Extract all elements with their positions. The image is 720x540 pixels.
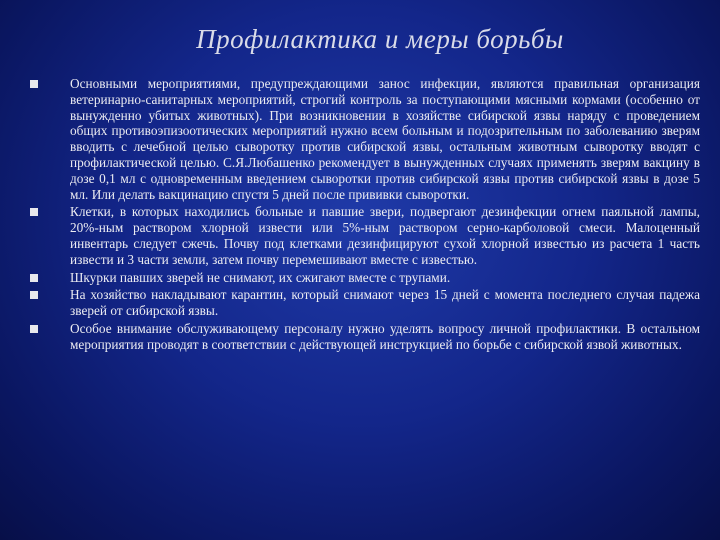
square-bullet-icon — [30, 274, 38, 282]
square-bullet-icon — [30, 325, 38, 333]
square-bullet-icon — [30, 291, 38, 299]
bullet-item-disinfection — [28, 204, 700, 267]
bullet-text: Особое внимание обслуживающему персоналу нужно уделять вопросу личной профилактики. В остальном мероприятия проводят в соответствии с действующей инструкцией по борьбе с сибирской язвой животных. — [70, 320, 700, 352]
bullet-item-personnel — [28, 321, 700, 353]
bullet-item-quarantine — [28, 287, 700, 319]
bullet-text: Шкурки павших зверей не снимают, их сжигают вместе с трупами. — [70, 269, 451, 285]
bullet-text: Основными мероприятиями, предупреждающими занос инфекции, являются правильная организация ветеринарно-санитарных мероприятий, строгий контроль за поступающими мясными кормами (особенно от вынужденно убитых животных). При возникновении в хозяйстве сибирской язвы наряду с проведением общих противоэпизоотических мероприятий нужно всем больным и подозрительным по заболеванию зверям вводить с лечебной целью сыворотку против сибирской язвы, остальным животным сыворотку вводят с профилактической целью. С.Я.Любашенко рекомендует в вынужденных случаях применять зверям вакцину в дозе 0,1 мл с одновременным введением сыворотки против сибирской язвы против сибирской язвы в дозе 5 мл. Или делать вакцинацию спустя 5 дней после прививки сыворотки. — [70, 76, 700, 202]
square-bullet-icon — [30, 208, 38, 216]
bullet-item-skins — [28, 270, 700, 286]
bullet-text: На хозяйство накладывают карантин, который снимают через 15 дней с момента последнего случая падежа зверей от сибирской язвы. — [70, 287, 700, 319]
bullet-text: Клетки, в которых находились больные и павшие звери, подвергают дезинфекции огнем паяльной лампы, 20%-ным раствором хлорной извести или 5%-ным раствором серно-карболовой смеси. Малоценный инвентарь следует сжечь. Почву под клетками дезинфицируют сухой хлорной известью из расчета 1 часть извести и 3 части земли, затем почву перемешивают вместе с известью. — [70, 204, 700, 267]
slide-title: Профилактика и меры борьбы — [196, 24, 564, 54]
bullet-item-prevention — [28, 76, 700, 202]
square-bullet-icon — [30, 80, 38, 88]
bullet-list — [28, 76, 700, 355]
